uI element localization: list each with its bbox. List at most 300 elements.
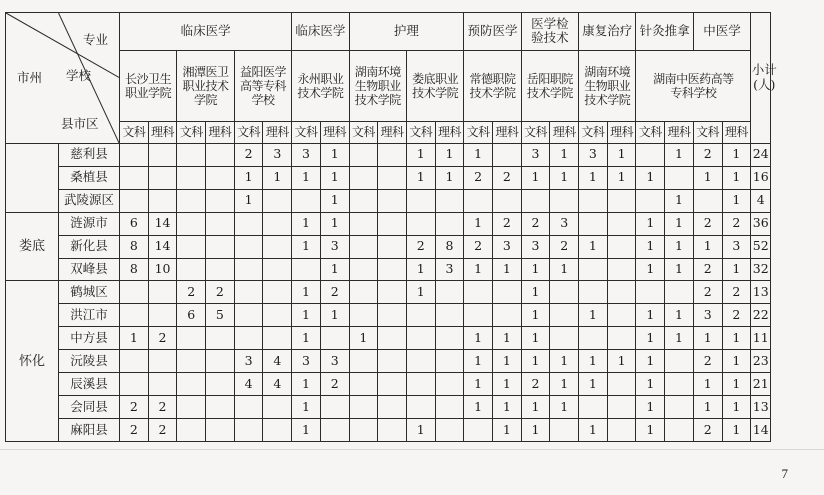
count-cell: 1 xyxy=(550,350,579,373)
count-cell xyxy=(263,258,292,281)
count-cell xyxy=(607,212,636,235)
count-cell: 1 xyxy=(492,373,521,396)
count-cell xyxy=(177,373,206,396)
major-header-text: 医学检验技术 xyxy=(531,15,569,46)
count-cell xyxy=(148,143,177,166)
count-cell: 1 xyxy=(665,327,694,350)
enrollment-table xyxy=(5,12,777,442)
count-cell xyxy=(148,373,177,396)
major-header: 预防医学 xyxy=(464,13,521,51)
science-header: 理科 xyxy=(263,121,292,143)
count-cell: 1 xyxy=(521,258,550,281)
count-cell: 1 xyxy=(722,143,751,166)
count-cell xyxy=(550,281,579,304)
count-cell xyxy=(607,327,636,350)
school-header: 益阳医学高等专科学校 xyxy=(234,50,291,121)
count-cell: 1 xyxy=(435,166,464,189)
corner-city-label: 市州 xyxy=(17,70,43,85)
arts-header: 文科 xyxy=(120,121,149,143)
count-cell xyxy=(435,373,464,396)
count-cell xyxy=(349,212,378,235)
count-cell xyxy=(206,143,235,166)
count-cell: 1 xyxy=(579,373,608,396)
major-header xyxy=(521,13,578,51)
major-header: 护理 xyxy=(349,13,464,51)
count-cell xyxy=(550,189,579,212)
arts-header: 文科 xyxy=(579,121,608,143)
count-cell xyxy=(120,143,149,166)
count-cell xyxy=(550,327,579,350)
count-cell xyxy=(349,418,378,441)
count-cell xyxy=(406,350,435,373)
count-cell: 1 xyxy=(636,373,665,396)
count-cell: 1 xyxy=(406,418,435,441)
count-cell: 4 xyxy=(263,373,292,396)
count-cell: 1 xyxy=(292,281,321,304)
arts-header: 文科 xyxy=(177,121,206,143)
count-cell: 1 xyxy=(521,396,550,419)
count-cell: 3 xyxy=(263,143,292,166)
count-cell xyxy=(206,258,235,281)
arts-header: 文科 xyxy=(464,121,493,143)
count-cell xyxy=(120,281,149,304)
count-cell xyxy=(521,189,550,212)
count-cell xyxy=(177,189,206,212)
count-cell xyxy=(234,258,263,281)
table-row xyxy=(6,258,771,281)
count-cell: 1 xyxy=(607,350,636,373)
count-cell: 1 xyxy=(550,166,579,189)
total-cell: 23 xyxy=(751,350,771,373)
total-cell: 13 xyxy=(751,281,771,304)
count-cell: 1 xyxy=(550,373,579,396)
count-cell xyxy=(464,418,493,441)
count-cell: 2 xyxy=(521,212,550,235)
county-cell: 桑植县 xyxy=(59,166,120,189)
count-cell: 2 xyxy=(722,281,751,304)
major-header: 临床医学 xyxy=(292,13,349,51)
science-header: 理科 xyxy=(148,121,177,143)
count-cell: 1 xyxy=(320,212,349,235)
count-cell: 2 xyxy=(722,212,751,235)
count-cell: 1 xyxy=(464,373,493,396)
count-cell: 1 xyxy=(406,281,435,304)
count-cell: 1 xyxy=(292,235,321,258)
count-cell xyxy=(435,304,464,327)
count-cell xyxy=(435,350,464,373)
count-cell: 1 xyxy=(607,143,636,166)
count-cell: 1 xyxy=(492,396,521,419)
science-header: 理科 xyxy=(607,121,636,143)
count-cell xyxy=(607,281,636,304)
count-cell xyxy=(349,235,378,258)
school-header xyxy=(636,50,751,121)
count-cell xyxy=(349,258,378,281)
count-cell xyxy=(607,304,636,327)
major-header: 临床医学 xyxy=(120,13,292,51)
school-header: 湖南环境生物职业技术学院 xyxy=(349,50,406,121)
table-row xyxy=(6,235,771,258)
count-cell: 1 xyxy=(521,350,550,373)
count-cell: 3 xyxy=(722,235,751,258)
count-cell xyxy=(320,418,349,441)
count-cell xyxy=(378,189,407,212)
count-cell: 1 xyxy=(722,373,751,396)
total-cell: 4 xyxy=(751,189,771,212)
count-cell xyxy=(693,189,722,212)
count-cell: 1 xyxy=(521,281,550,304)
count-cell: 1 xyxy=(464,258,493,281)
count-cell: 1 xyxy=(550,258,579,281)
count-cell: 2 xyxy=(320,281,349,304)
count-cell: 2 xyxy=(693,281,722,304)
count-cell: 1 xyxy=(292,396,321,419)
count-cell xyxy=(435,281,464,304)
count-cell: 2 xyxy=(177,281,206,304)
count-cell: 2 xyxy=(206,281,235,304)
total-cell: 52 xyxy=(751,235,771,258)
count-cell: 1 xyxy=(636,258,665,281)
count-cell xyxy=(579,212,608,235)
count-cell xyxy=(349,304,378,327)
count-cell: 2 xyxy=(693,418,722,441)
count-cell xyxy=(435,396,464,419)
count-cell xyxy=(665,373,694,396)
corner-county-label: 县市区 xyxy=(61,116,99,131)
table-row xyxy=(6,350,771,373)
count-cell: 1 xyxy=(292,166,321,189)
table-row xyxy=(6,143,771,166)
count-cell: 4 xyxy=(263,350,292,373)
count-cell xyxy=(206,418,235,441)
count-cell: 1 xyxy=(320,258,349,281)
count-cell xyxy=(206,189,235,212)
science-header: 理科 xyxy=(550,121,579,143)
count-cell xyxy=(607,258,636,281)
table-row xyxy=(6,327,771,350)
count-cell xyxy=(263,396,292,419)
count-cell xyxy=(206,396,235,419)
count-cell xyxy=(206,166,235,189)
count-cell: 1 xyxy=(492,258,521,281)
count-cell xyxy=(292,189,321,212)
count-cell: 8 xyxy=(120,258,149,281)
count-cell: 2 xyxy=(120,396,149,419)
arts-header: 文科 xyxy=(349,121,378,143)
page-number: 7 xyxy=(781,466,788,481)
count-cell: 1 xyxy=(492,327,521,350)
total-header-text: 小计(人) xyxy=(751,62,777,92)
count-cell: 2 xyxy=(148,418,177,441)
count-cell: 1 xyxy=(693,373,722,396)
header-row-majors xyxy=(6,13,771,51)
count-cell: 14 xyxy=(148,212,177,235)
count-cell xyxy=(148,350,177,373)
count-cell: 1 xyxy=(579,235,608,258)
count-cell xyxy=(177,327,206,350)
school-header: 常德职院技术学院 xyxy=(464,50,521,121)
count-cell xyxy=(234,418,263,441)
count-cell: 1 xyxy=(292,418,321,441)
total-header xyxy=(751,13,777,144)
count-cell: 1 xyxy=(550,143,579,166)
count-cell xyxy=(177,235,206,258)
count-cell xyxy=(550,304,579,327)
count-cell xyxy=(406,373,435,396)
count-cell xyxy=(120,350,149,373)
count-cell: 1 xyxy=(693,235,722,258)
count-cell xyxy=(378,350,407,373)
count-cell xyxy=(406,212,435,235)
count-cell xyxy=(665,281,694,304)
count-cell: 2 xyxy=(320,373,349,396)
total-cell: 11 xyxy=(751,327,771,350)
count-cell: 1 xyxy=(665,304,694,327)
school-header: 永州职业技术学院 xyxy=(292,50,349,121)
city-cell: 娄底 xyxy=(6,212,59,281)
county-cell: 会同县 xyxy=(59,396,120,419)
total-cell: 13 xyxy=(751,396,771,419)
total-cell: 16 xyxy=(751,166,771,189)
table-row xyxy=(6,212,771,235)
count-cell: 1 xyxy=(464,396,493,419)
science-header: 理科 xyxy=(665,121,694,143)
count-cell xyxy=(378,143,407,166)
count-cell xyxy=(234,396,263,419)
county-cell: 新化县 xyxy=(59,235,120,258)
major-header: 针灸推拿 xyxy=(636,13,693,51)
table-row xyxy=(6,166,771,189)
count-cell: 1 xyxy=(722,350,751,373)
count-cell xyxy=(378,281,407,304)
table-row xyxy=(6,281,771,304)
count-cell xyxy=(177,143,206,166)
count-cell: 2 xyxy=(693,143,722,166)
count-cell xyxy=(492,189,521,212)
count-cell: 1 xyxy=(693,166,722,189)
count-cell xyxy=(378,396,407,419)
count-cell: 1 xyxy=(665,189,694,212)
count-cell xyxy=(378,235,407,258)
count-cell: 3 xyxy=(292,143,321,166)
count-cell: 5 xyxy=(206,304,235,327)
count-cell: 1 xyxy=(579,166,608,189)
count-cell: 1 xyxy=(636,212,665,235)
count-cell xyxy=(579,327,608,350)
count-cell xyxy=(435,327,464,350)
science-header: 理科 xyxy=(722,121,751,143)
county-cell: 麻阳县 xyxy=(59,418,120,441)
count-cell xyxy=(378,166,407,189)
count-cell xyxy=(234,235,263,258)
count-cell xyxy=(206,235,235,258)
count-cell xyxy=(492,143,521,166)
total-cell: 14 xyxy=(751,418,771,441)
count-cell xyxy=(406,396,435,419)
count-cell xyxy=(263,281,292,304)
count-cell: 1 xyxy=(492,418,521,441)
count-cell xyxy=(263,189,292,212)
count-cell: 3 xyxy=(320,235,349,258)
corner-school-label: 学校 xyxy=(66,68,92,83)
count-cell xyxy=(464,304,493,327)
count-cell xyxy=(378,373,407,396)
count-cell: 1 xyxy=(636,235,665,258)
count-cell: 1 xyxy=(406,258,435,281)
count-cell: 1 xyxy=(722,327,751,350)
count-cell: 2 xyxy=(120,418,149,441)
science-header: 理科 xyxy=(378,121,407,143)
count-cell: 3 xyxy=(521,143,550,166)
count-cell: 2 xyxy=(406,235,435,258)
count-cell xyxy=(665,396,694,419)
count-cell xyxy=(148,281,177,304)
count-cell xyxy=(320,327,349,350)
count-cell xyxy=(607,418,636,441)
count-cell xyxy=(263,304,292,327)
count-cell: 1 xyxy=(464,350,493,373)
count-cell: 10 xyxy=(148,258,177,281)
count-cell xyxy=(349,143,378,166)
count-cell: 4 xyxy=(234,373,263,396)
count-cell xyxy=(607,189,636,212)
count-cell: 1 xyxy=(263,166,292,189)
count-cell xyxy=(349,373,378,396)
count-cell: 1 xyxy=(292,327,321,350)
count-cell: 8 xyxy=(120,235,149,258)
count-cell xyxy=(206,327,235,350)
count-cell: 1 xyxy=(579,418,608,441)
count-cell xyxy=(406,189,435,212)
count-cell: 8 xyxy=(435,235,464,258)
count-cell: 2 xyxy=(148,396,177,419)
science-header: 理科 xyxy=(492,121,521,143)
count-cell: 1 xyxy=(521,166,550,189)
count-cell: 6 xyxy=(120,212,149,235)
count-cell: 1 xyxy=(292,212,321,235)
count-cell: 1 xyxy=(636,350,665,373)
total-cell: 24 xyxy=(751,143,771,166)
count-cell xyxy=(665,418,694,441)
count-cell: 2 xyxy=(722,304,751,327)
count-cell xyxy=(177,396,206,419)
count-cell: 1 xyxy=(693,396,722,419)
count-cell: 2 xyxy=(693,350,722,373)
count-cell xyxy=(120,304,149,327)
science-header: 理科 xyxy=(435,121,464,143)
page-footer-rule xyxy=(0,449,824,450)
count-cell xyxy=(148,189,177,212)
count-cell xyxy=(177,166,206,189)
count-cell: 6 xyxy=(177,304,206,327)
count-cell: 1 xyxy=(464,212,493,235)
count-cell: 1 xyxy=(492,350,521,373)
count-cell: 1 xyxy=(234,189,263,212)
count-cell: 1 xyxy=(607,166,636,189)
count-cell xyxy=(148,166,177,189)
count-cell: 1 xyxy=(435,143,464,166)
count-cell: 1 xyxy=(320,189,349,212)
science-header: 理科 xyxy=(320,121,349,143)
count-cell: 14 xyxy=(148,235,177,258)
count-cell: 1 xyxy=(464,143,493,166)
count-cell xyxy=(148,304,177,327)
count-cell: 2 xyxy=(148,327,177,350)
count-cell xyxy=(234,212,263,235)
count-cell xyxy=(435,189,464,212)
count-cell xyxy=(292,258,321,281)
count-cell: 2 xyxy=(521,373,550,396)
count-cell: 1 xyxy=(722,396,751,419)
count-cell xyxy=(206,350,235,373)
county-cell: 双峰县 xyxy=(59,258,120,281)
count-cell: 2 xyxy=(464,166,493,189)
count-cell xyxy=(435,418,464,441)
count-cell xyxy=(579,396,608,419)
count-cell: 1 xyxy=(722,166,751,189)
count-cell: 1 xyxy=(292,373,321,396)
count-cell xyxy=(406,304,435,327)
table-row xyxy=(6,189,771,212)
count-cell xyxy=(263,327,292,350)
total-cell: 22 xyxy=(751,304,771,327)
count-cell xyxy=(636,189,665,212)
count-cell: 3 xyxy=(435,258,464,281)
count-cell xyxy=(177,212,206,235)
count-cell xyxy=(263,235,292,258)
count-cell: 2 xyxy=(550,235,579,258)
count-cell: 3 xyxy=(693,304,722,327)
count-cell xyxy=(665,166,694,189)
table-row xyxy=(6,304,771,327)
count-cell: 1 xyxy=(292,304,321,327)
count-cell xyxy=(320,396,349,419)
corner-major-label: 专业 xyxy=(83,32,109,47)
count-cell: 3 xyxy=(292,350,321,373)
arts-header: 文科 xyxy=(693,121,722,143)
count-cell xyxy=(579,258,608,281)
major-header: 康复治疗 xyxy=(579,13,636,51)
count-cell: 2 xyxy=(234,143,263,166)
school-header: 娄底职业技术学院 xyxy=(406,50,463,121)
count-cell: 3 xyxy=(320,350,349,373)
arts-header: 文科 xyxy=(521,121,550,143)
count-cell xyxy=(607,235,636,258)
count-cell: 1 xyxy=(636,418,665,441)
count-cell xyxy=(206,212,235,235)
count-cell: 1 xyxy=(521,418,550,441)
count-cell: 1 xyxy=(234,166,263,189)
count-cell: 1 xyxy=(349,327,378,350)
count-cell xyxy=(120,166,149,189)
count-cell xyxy=(349,396,378,419)
count-cell xyxy=(464,281,493,304)
county-cell: 辰溪县 xyxy=(59,373,120,396)
count-cell xyxy=(378,327,407,350)
count-cell xyxy=(120,373,149,396)
count-cell: 3 xyxy=(579,143,608,166)
corner-cell xyxy=(6,13,120,144)
count-cell: 1 xyxy=(320,166,349,189)
count-cell xyxy=(349,166,378,189)
count-cell: 1 xyxy=(550,396,579,419)
count-cell xyxy=(378,258,407,281)
school-header: 湖南环境生物职业技术学院 xyxy=(579,50,636,121)
header-row-streams xyxy=(6,121,771,143)
count-cell xyxy=(579,189,608,212)
count-cell: 1 xyxy=(665,143,694,166)
count-cell xyxy=(378,212,407,235)
